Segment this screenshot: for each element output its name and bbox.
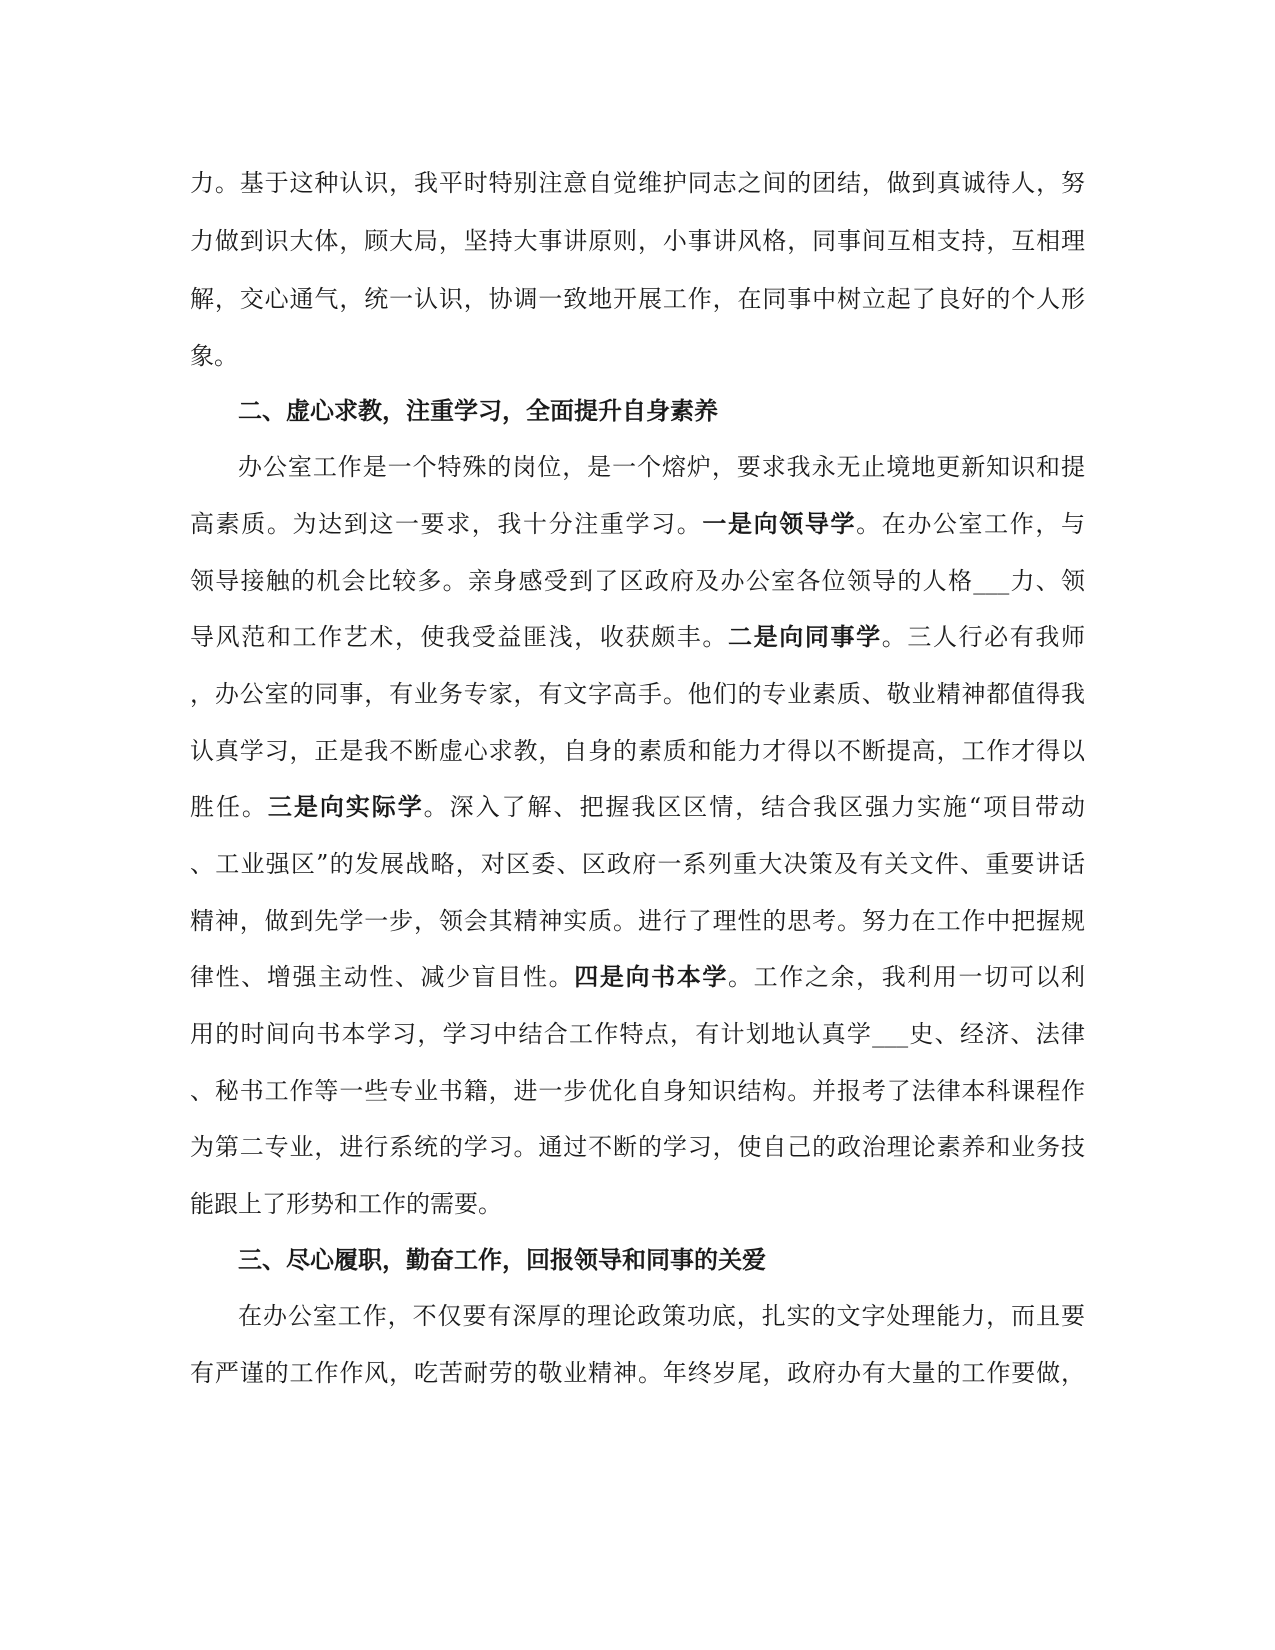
paragraph-line: 在办公室工作，不仅要有深厚的理论政策功底，扎实的文字处理能力，而且要: [238, 1302, 1085, 1330]
paragraph-line: 有严谨的工作作风，吃苦耐劳的敬业精神。年终岁尾，政府办有大量的工作要做，: [190, 1359, 1085, 1387]
paragraph-line: 能跟上了形势和工作的需要。: [190, 1190, 502, 1218]
text-run: 。工作之余，我利用一切可以利: [727, 963, 1085, 991]
text-run: 律性、增强主动性、减少盲目性。: [190, 963, 575, 991]
paragraph-line: 力做到识大体，顾大局，坚持大事讲原则，小事讲风格，同事间互相支持，互相理: [190, 227, 1085, 255]
paragraph-line: 力。基于这种认识，我平时特别注意自觉维护同志之间的团结，做到真诚待人，努: [190, 169, 1085, 197]
paragraph-line: 办公室工作是一个特殊的岗位，是一个熔炉，要求我永无止境地更新知识和提: [238, 453, 1085, 481]
paragraph-line: 用的时间向书本学习，学习中结合工作特点，有计划地认真学___史、经济、法律: [190, 1020, 1085, 1048]
paragraph-line: 象。: [190, 342, 238, 370]
paragraph-line: [190, 617, 1085, 657]
paragraph-line: 认真学习，正是我不断虚心求教，自身的素质和能力才得以不断提高，工作才得以: [190, 737, 1085, 765]
paragraph-line: [190, 504, 1085, 544]
bold-phrase: 一是向领导学: [702, 509, 857, 538]
paragraph-line: 、工业强区”的发展战略，对区委、区政府一系列重大决策及有关文件、重要讲话: [190, 850, 1085, 878]
paragraph-line: 为第二专业，进行系统的学习。通过不断的学习，使自己的政治理论素养和业务技: [190, 1133, 1085, 1161]
paragraph-line: 解，交心通气，统一认识，协调一致地开展工作，在同事中树立起了良好的个人形: [190, 285, 1085, 313]
text-run: 高素质。为达到这一要求，我十分注重学习。: [190, 510, 703, 538]
paragraph-line: [190, 957, 1085, 997]
paragraph-line: 、秘书工作等一些专业书籍，进一步优化自身知识结构。并报考了法律本科课程作: [190, 1077, 1085, 1105]
section-heading: 二、虚心求教，注重学习，全面提升自身素养: [238, 396, 718, 425]
text-run: 。深入了解、把握我区区情，结合我区强力实施“项目带动: [423, 793, 1085, 821]
bold-phrase: 三是向实际学: [267, 792, 424, 821]
bold-phrase: 二是向同事学: [727, 622, 882, 651]
paragraph-line: ，办公室的同事，有业务专家，有文字高手。他们的专业素质、敬业精神都值得我: [190, 680, 1085, 708]
paragraph-line: [190, 787, 1085, 827]
section-heading: 三、尽心履职，勤奋工作，回报领导和同事的关爱: [238, 1245, 766, 1274]
paragraph-line: 领导接触的机会比较多。亲身感受到了区政府及办公室各位领导的人格___力、领: [190, 567, 1085, 595]
paragraph-line: 精神，做到先学一步，领会其精神实质。进行了理性的思考。努力在工作中把握规: [190, 907, 1085, 935]
text-run: 导风范和工作艺术，使我受益匪浅，收获颇丰。: [190, 623, 728, 651]
bold-phrase: 四是向书本学: [574, 962, 728, 991]
text-run: 胜任。: [190, 793, 268, 821]
text-run: 。三人行必有我师: [881, 623, 1085, 651]
text-run: 。在办公室工作，与: [856, 510, 1085, 538]
